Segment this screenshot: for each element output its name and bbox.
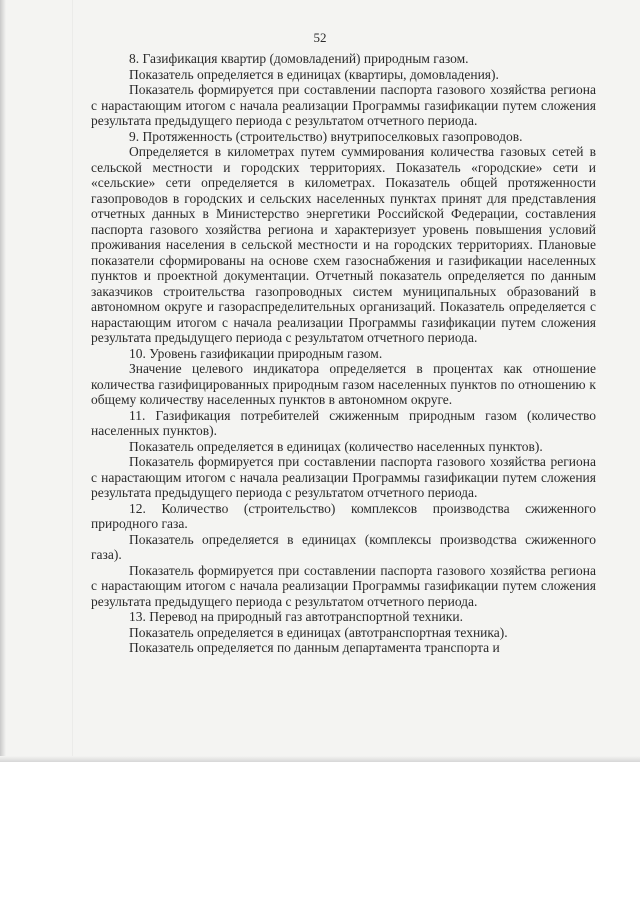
paragraph: Показатель определяется в единицах (комплексы производства сжиженного газа).: [91, 531, 596, 562]
paragraph-heading-9: 9. Протяженность (строительство) внутрипоселковых газопроводов.: [129, 128, 523, 144]
paragraph-heading-10: 10. Уровень газификации природным газом.: [129, 345, 383, 361]
paragraph: Показатель определяется по данным департамента транспорта и: [129, 640, 500, 655]
page-number: 52: [313, 30, 327, 45]
paragraph: Определяется в километрах путем суммирования количества газовых сетей в сельской местности и городских территориях. Показатель «городские» сети и «сельские» сети определяется в километрах. Показатель общей протяженности газопроводов в городских и сельских населенных пунктах принят для представления отчетных данных в Министерство энергетики Российской Федерации, составления паспорта газового хозяйства региона и характеризует уровень повышения условий проживания населения в сельской местности и на городских территориях. Плановые показатели сформированы на основе схем газоснабжения и газификации населенных пунктов и проектной документации. Отчетный показатель определяется по данным заказчиков строительства газопроводных систем муниципальных образований в автономном округе и газораспределительных организаций. Показатель определяется с нарастающим итогом с начала реализации Программы газификации путем сложения результата предыдущего периода с результатом отчетного периода.: [91, 144, 596, 345]
paragraph-heading-11: 11. Газификация потребителей сжиженным природным газом (количество населенных пунктов).: [91, 407, 596, 438]
paragraph-heading-13: 13. Перевод на природный газ автотранспортной техники.: [129, 609, 463, 624]
scan-fold-line: [72, 0, 73, 762]
scan-bottom-edge: [0, 756, 640, 762]
paragraph: Показатель формируется при составлении паспорта газового хозяйства региона с нарастающим итогом с начала реализации Программы газификации путем сложения результата предыдущего периода с результатом отчетного периода.: [91, 562, 596, 609]
scan-left-edge: [0, 0, 6, 762]
paragraph: Показатель формируется при составлении паспорта газового хозяйства региона с нарастающим итогом с начала реализации Программы газификации путем сложения результата предыдущего периода с результатом отчетного периода.: [91, 454, 596, 500]
paragraph: Показатель определяется в единицах (квартиры, домовладения).: [129, 66, 499, 82]
document-body: [91, 51, 596, 656]
paragraph: Показатель определяется в единицах (автотранспортная техника).: [129, 624, 508, 640]
paragraph: Показатель определяется в единицах (количество населенных пунктов).: [129, 438, 543, 454]
paragraph-heading-8: 8. Газификация квартир (домовладений) природным газом.: [129, 51, 469, 66]
paragraph: Показатель формируется при составлении паспорта газового хозяйства региона с нарастающим итогом с начала реализации Программы газификации путем сложения результата предыдущего периода с результатом отчетного периода.: [91, 82, 596, 128]
paragraph: Значение целевого индикатора определяется в процентах как отношение количества газифицированных природным газом населенных пунктов по отношению к общему количеству населенных пунктов в автономном округе.: [91, 361, 596, 407]
paragraph-heading-12: 12. Количество (строительство) комплексов производства сжиженного природного газа.: [91, 500, 596, 531]
